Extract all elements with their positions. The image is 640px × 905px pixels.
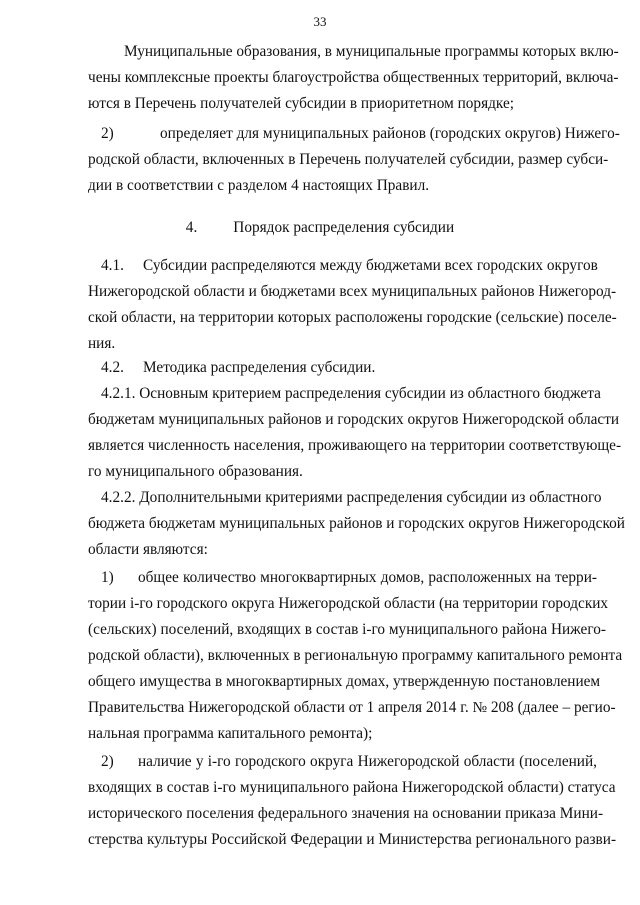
- text-line: наличие у i-го городского округа Нижегородской области (поселений,: [138, 753, 597, 770]
- text-line: Субсидии распределяются между бюджетами всех городских округов: [143, 257, 598, 274]
- text-line: Правительства Нижегородской области от 1 апреля 2014 г. № 208 (далее – регио-: [88, 699, 616, 716]
- text-line: определяет для муниципальных районов (городских округов) Нижего-: [160, 125, 620, 142]
- text-line: Методика распределения субсидии.: [143, 359, 376, 376]
- text-line: ской области, на территории которых расположены городские (сельские) поселе-: [88, 309, 617, 326]
- text-line: бюджета бюджетам муниципальных районов и городских округов Нижегородской: [88, 515, 625, 532]
- page-number: 33: [313, 14, 327, 29]
- section-marker: 4.2.: [101, 359, 124, 376]
- text-line: (сельских) поселений, входящих в состав i-го муниципального района Нижего-: [88, 621, 606, 638]
- text-line: нальная программа капитального ремонта);: [88, 725, 373, 742]
- text-line: является численность населения, проживающего на территории соответствующе-: [88, 437, 622, 454]
- text-line: ются в Перечень получателей субсидии в приоритетном порядке;: [88, 95, 514, 112]
- section-marker: 4.1.: [101, 257, 124, 274]
- text-line: 4.2.2. Дополнительными критериями распределения субсидии из областного: [101, 489, 602, 506]
- text-line: стерства культуры Российской Федерации и Министерства регионального разви-: [88, 831, 617, 848]
- list-marker: 2): [101, 753, 114, 770]
- text-line: Нижегородской области и бюджетами всех муниципальных районов Нижегород-: [88, 283, 617, 300]
- section-heading: [0, 218, 640, 238]
- text-line: исторического поселения федерального значения на основании приказа Мини-: [88, 805, 604, 822]
- text-line: го муниципального образования.: [88, 463, 303, 480]
- text-line: родской области), включенных в региональную программу капитального ремонта: [88, 647, 623, 664]
- section-number: 4.: [185, 219, 198, 236]
- text-line: тории i-го городского округа Нижегородской области (на территории городских: [88, 595, 609, 612]
- section-title: Порядок распределения субсидии: [233, 219, 455, 236]
- text-line: бюджетам муниципальных районов и городских округов Нижегородской области: [88, 411, 620, 428]
- text-line: общего имущества в многоквартирных домах, утвержденную постановлением: [88, 673, 601, 690]
- list-marker: 1): [101, 569, 114, 586]
- list-marker: 2): [101, 125, 114, 142]
- text-line: области являются:: [88, 541, 208, 558]
- text-line: входящих в состав i-го муниципального района Нижегородской области) статуса: [88, 779, 616, 796]
- text-line: Муниципальные образования, в муниципальные программы которых вклю-: [124, 43, 619, 60]
- text-line: ния.: [88, 335, 116, 352]
- text-line: дии в соответствии с разделом 4 настоящих Правил.: [88, 177, 430, 194]
- text-line: общее количество многоквартирных домов, расположенных на терри-: [138, 569, 597, 586]
- text-line: чены комплексные проекты благоустройства общественных территорий, включа-: [88, 69, 619, 86]
- text-line: 4.2.1. Основным критерием распределения субсидии из областного бюджета: [101, 385, 601, 402]
- text-line: родской области, включенных в Перечень получателей субсидии, размер субси-: [88, 151, 609, 168]
